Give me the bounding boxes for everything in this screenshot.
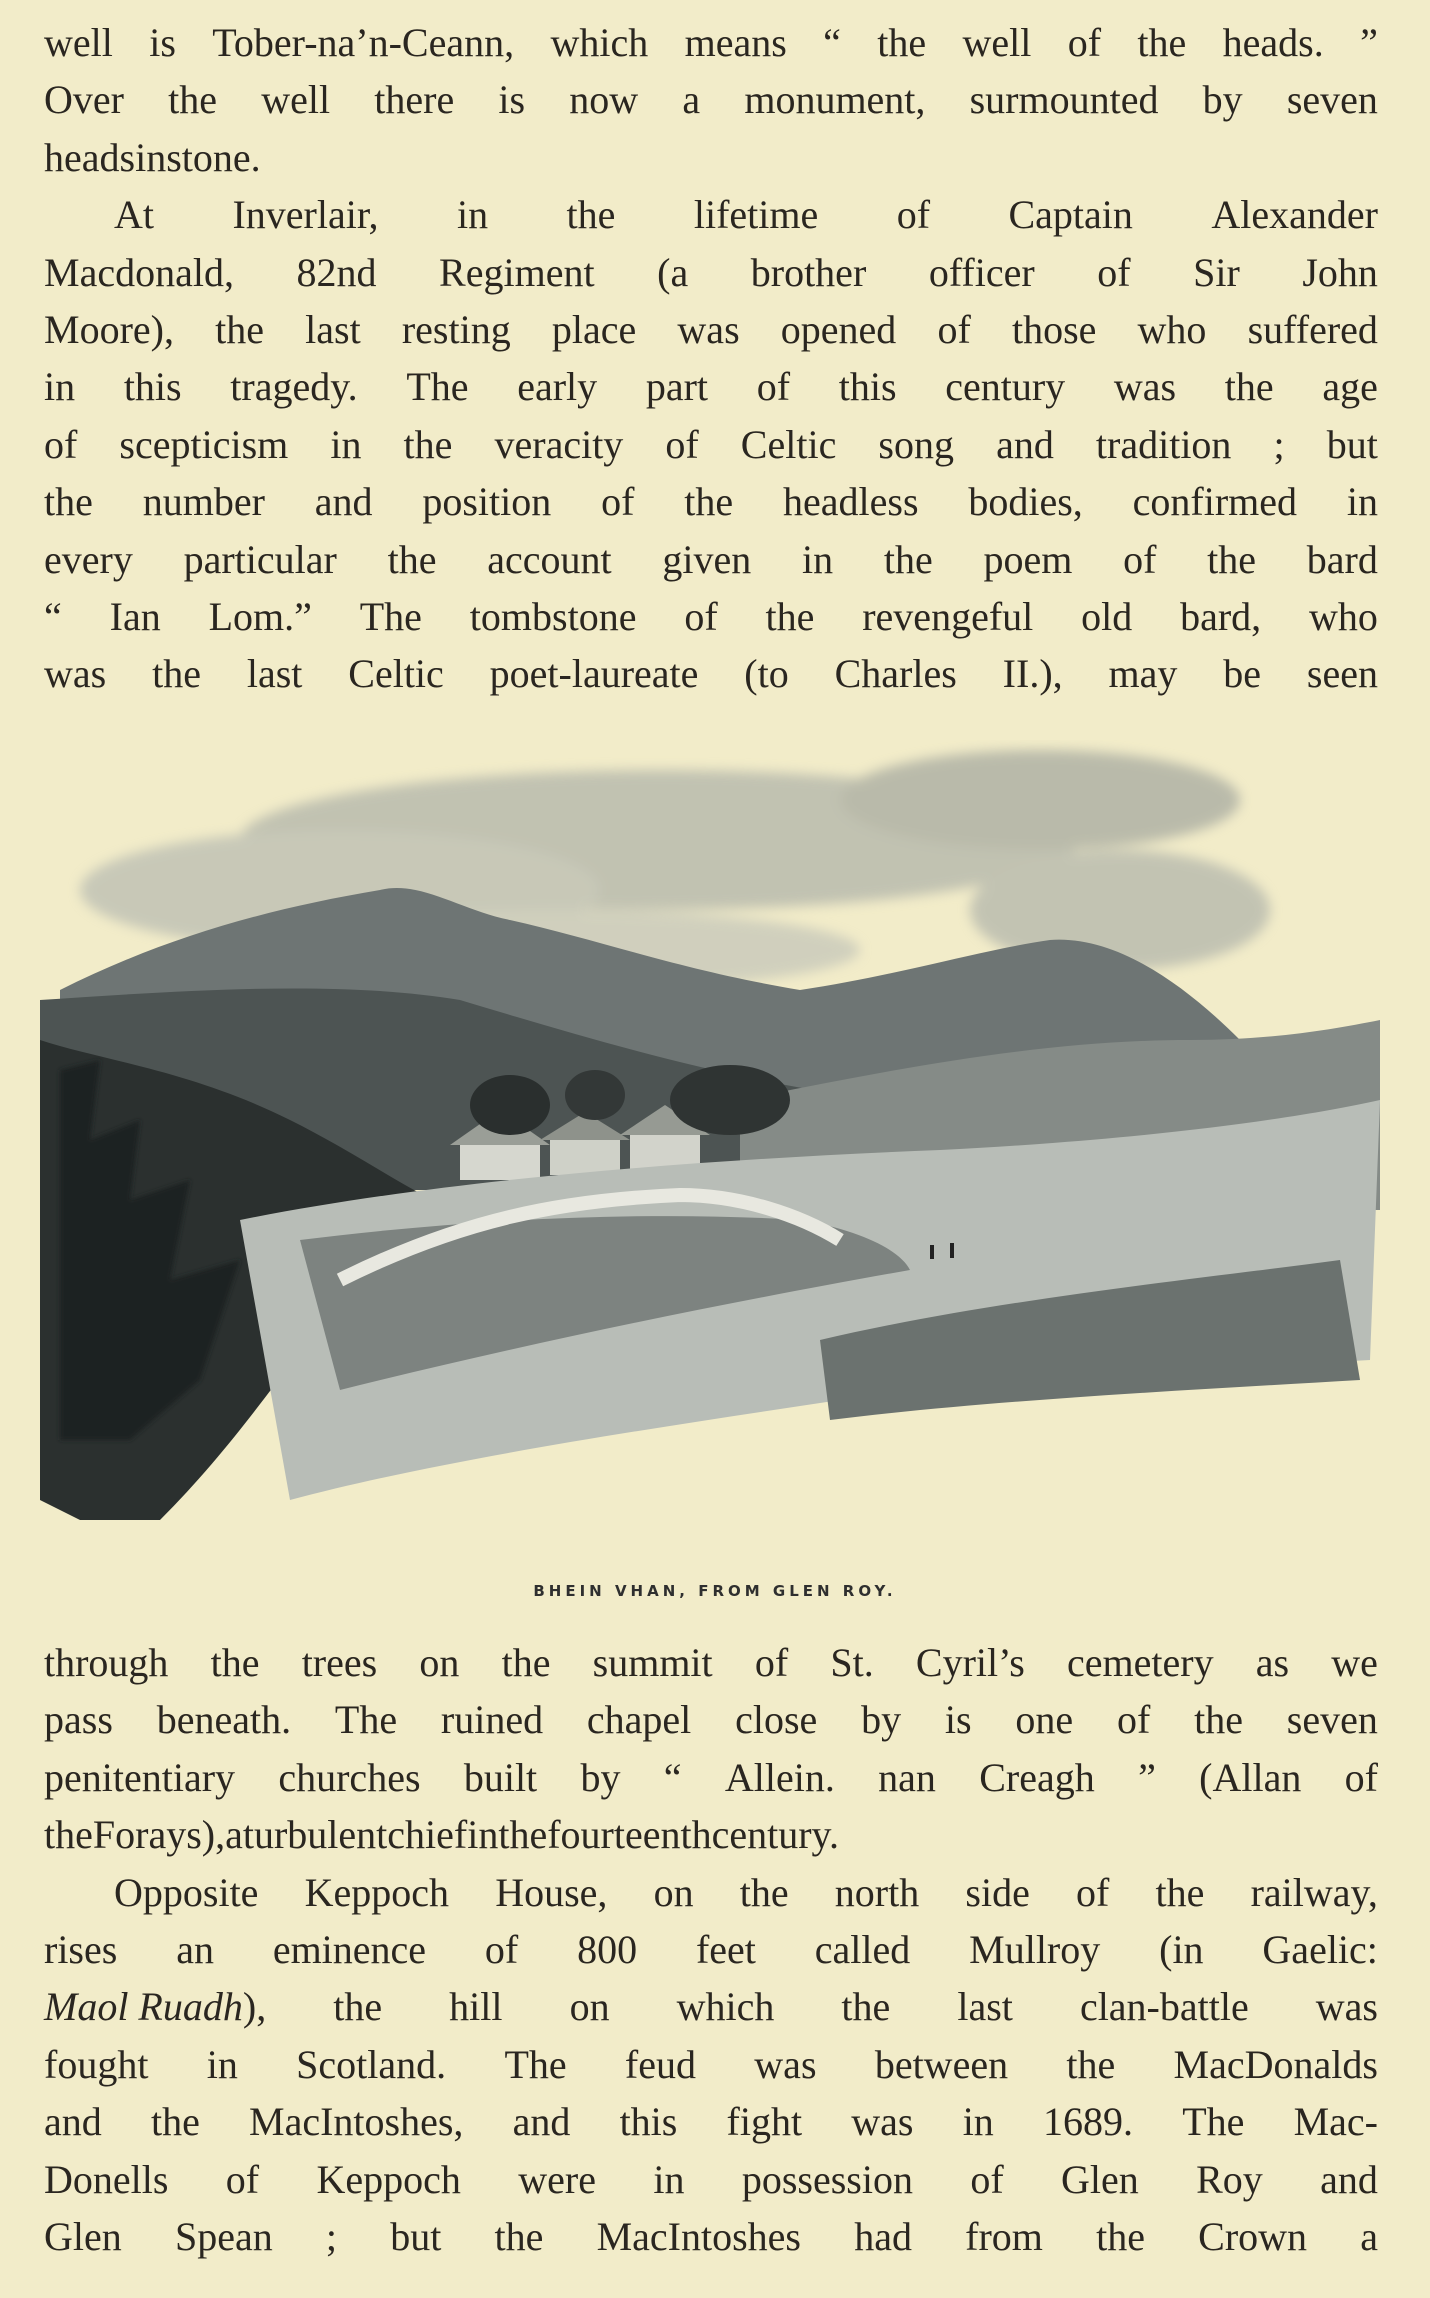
word: the — [883, 536, 933, 582]
word: beneath. — [156, 1697, 292, 1743]
word: churches — [278, 1754, 421, 1800]
word: fight — [726, 2099, 803, 2145]
word: the — [152, 651, 201, 697]
word: the — [566, 192, 616, 238]
word: Glen — [1061, 2156, 1139, 2202]
word: well — [44, 20, 113, 65]
word: Ian — [109, 593, 161, 639]
text-line — [44, 2093, 1378, 2150]
word: well — [962, 20, 1032, 65]
word: nan — [878, 1754, 936, 1800]
landscape-illustration — [40, 740, 1390, 1560]
word: 1689. — [1043, 2099, 1133, 2145]
word: close — [735, 1697, 818, 1743]
text-line — [44, 473, 1378, 530]
word: the — [44, 479, 93, 525]
word: Opposite — [114, 1869, 259, 1915]
word: Forays), — [92, 1812, 226, 1858]
text-line — [44, 1978, 1378, 2035]
word: Captain — [1008, 192, 1133, 238]
word: side — [965, 1869, 1030, 1915]
word: ruined — [440, 1697, 544, 1743]
word: every — [44, 536, 133, 582]
word: (to — [744, 651, 789, 697]
word: age — [1322, 364, 1378, 410]
word: a — [225, 1812, 243, 1858]
word: in — [456, 192, 489, 238]
word: veracity — [494, 421, 624, 467]
word: ; — [1273, 421, 1285, 467]
word: the — [1207, 536, 1257, 582]
word: the — [498, 1812, 548, 1858]
word: now — [569, 77, 639, 123]
word: Donells — [44, 2156, 169, 2202]
word: well — [261, 77, 331, 123]
word: “ — [823, 20, 841, 65]
word: the — [168, 77, 218, 123]
word: we — [1331, 1640, 1378, 1685]
word: poem — [983, 536, 1073, 582]
word: Tober-na’n-Ceann, — [212, 20, 515, 65]
word: by — [861, 1697, 902, 1743]
word: last — [246, 651, 303, 697]
word: MacIntoshes — [596, 2213, 801, 2259]
text-line — [44, 71, 1378, 128]
word: Glen — [44, 2213, 122, 2259]
word: pass — [44, 1697, 113, 1743]
word: confirmed — [1132, 479, 1298, 525]
word: rises — [44, 1926, 118, 1972]
word: on — [569, 1984, 610, 2030]
word: Lom.” — [208, 593, 312, 639]
word: a — [682, 77, 701, 123]
word: ” — [1138, 1754, 1156, 1800]
word: possession — [741, 2156, 913, 2202]
word: ; — [325, 2213, 338, 2259]
word: Crown — [1198, 2213, 1308, 2259]
word: the — [210, 1640, 260, 1685]
word: Keppoch — [304, 1869, 450, 1915]
word: the — [739, 1869, 789, 1915]
word: Roy — [1196, 2156, 1263, 2202]
word: had — [854, 2213, 912, 2259]
word: headless — [783, 479, 919, 525]
word: was — [1315, 1984, 1378, 2030]
word: of — [1067, 20, 1102, 65]
word: the — [1155, 1869, 1205, 1915]
word: of — [665, 421, 699, 467]
word: in — [653, 2156, 685, 2202]
text-line — [44, 129, 1378, 186]
word: this — [123, 364, 182, 410]
word: by — [580, 1754, 621, 1800]
word: in — [135, 134, 167, 180]
word: Celtic — [348, 651, 444, 697]
word: of — [44, 421, 78, 467]
word: century. — [711, 1812, 839, 1858]
word: last — [957, 1984, 1013, 2030]
word: of — [1097, 249, 1131, 295]
word: railway, — [1250, 1869, 1378, 1915]
word: poet-laureate — [489, 651, 699, 697]
word: seven — [1286, 77, 1378, 123]
word: who — [1137, 306, 1207, 352]
word: Allein. — [724, 1754, 835, 1800]
word: one — [1015, 1697, 1074, 1743]
text-line — [44, 301, 1378, 358]
word: and — [996, 421, 1054, 467]
text-block-bottom — [44, 1634, 1378, 2265]
gaelic-term: Maol Ruadh), — [44, 1984, 267, 2030]
word: of — [1076, 1869, 1110, 1915]
word: a — [1360, 2213, 1378, 2259]
word: is — [944, 1697, 972, 1743]
word: in — [467, 1812, 499, 1858]
word: Gaelic: — [1262, 1926, 1378, 1972]
word: the — [1137, 20, 1187, 65]
text-line — [44, 1749, 1378, 1806]
text-line — [44, 531, 1378, 588]
text-block-top — [44, 14, 1378, 703]
word: The — [504, 2041, 567, 2087]
word: trees — [301, 1640, 378, 1685]
word: the — [387, 536, 437, 582]
word: was — [677, 306, 740, 352]
word: chapel — [586, 1697, 692, 1743]
word: the — [841, 1984, 891, 2030]
word: summit — [592, 1640, 713, 1685]
word: Macdonald, — [44, 249, 234, 295]
text-line — [44, 2208, 1378, 2265]
word: of — [484, 1926, 519, 1972]
word: “ — [663, 1754, 682, 1800]
word: was — [851, 2099, 914, 2145]
word: Mullroy — [969, 1926, 1101, 1972]
word: number — [142, 479, 265, 525]
word: of — [225, 2156, 260, 2202]
text-line — [44, 186, 1378, 243]
word: is — [149, 20, 176, 65]
word: the — [877, 20, 927, 65]
text-line — [44, 244, 1378, 301]
word: St. — [830, 1640, 874, 1685]
word: MacDonalds — [1173, 2041, 1378, 2087]
word: feud — [624, 2041, 696, 2087]
word: suffered — [1247, 306, 1378, 352]
word: and — [512, 2099, 571, 2145]
word: II.), — [1002, 651, 1063, 697]
word: of — [754, 1640, 789, 1685]
word: heads — [44, 134, 136, 180]
word: from — [965, 2213, 1043, 2259]
word: part — [645, 364, 709, 410]
word: bodies, — [968, 479, 1083, 525]
word: scepticism — [119, 421, 289, 467]
word: chief — [387, 1812, 468, 1858]
word: resting — [401, 306, 511, 352]
word: The — [406, 364, 469, 410]
word: in — [206, 2041, 238, 2087]
word: ” — [1360, 20, 1378, 65]
word: Over — [44, 77, 124, 123]
text-line — [44, 1634, 1378, 1691]
word: (in — [1159, 1926, 1204, 1972]
word: House, — [495, 1869, 608, 1915]
word: in — [1346, 479, 1378, 525]
word: the — [765, 593, 815, 639]
word: place — [551, 306, 637, 352]
word: and — [314, 479, 373, 525]
word: Alexander — [1211, 192, 1378, 238]
word: of — [937, 306, 971, 352]
word: Regiment — [439, 249, 595, 295]
word: seen — [1306, 651, 1378, 697]
word: (Allan — [1199, 1754, 1302, 1800]
word: the — [150, 2099, 200, 2145]
word: in — [44, 364, 76, 410]
text-line — [44, 416, 1378, 473]
word: which — [550, 20, 649, 65]
word: built — [463, 1754, 538, 1800]
word: this — [619, 2099, 678, 2145]
word: of — [1123, 536, 1157, 582]
word: but — [1326, 421, 1378, 467]
word: feet — [695, 1926, 756, 1972]
word: Celtic — [740, 421, 837, 467]
text-line — [44, 1691, 1378, 1748]
word: was — [1113, 364, 1177, 410]
word: Keppoch — [316, 2156, 461, 2202]
word: account — [487, 536, 612, 582]
word: MacIntoshes, — [249, 2099, 464, 2145]
word: of — [970, 2156, 1004, 2202]
word: there — [374, 77, 455, 123]
word: seven — [1286, 1697, 1378, 1743]
word: the — [1224, 364, 1274, 410]
word: eminence — [272, 1926, 427, 1972]
word: means — [684, 20, 787, 65]
word: Sir — [1193, 249, 1240, 295]
word: particular — [183, 536, 337, 582]
word: revengeful — [862, 593, 1034, 639]
word: is — [498, 77, 526, 123]
word: 800 — [577, 1926, 638, 1972]
word: Inverlair, — [232, 192, 379, 238]
text-line — [44, 588, 1378, 645]
word: lifetime — [693, 192, 819, 238]
word: last — [305, 306, 361, 352]
word: the — [44, 1812, 93, 1858]
word: the — [684, 479, 734, 525]
word: be — [1223, 651, 1262, 697]
word: those — [1011, 306, 1097, 352]
word: through — [44, 1640, 169, 1685]
word: bard — [1306, 536, 1378, 582]
word: the — [494, 2213, 544, 2259]
word: stone. — [166, 134, 261, 180]
word: the — [333, 1984, 383, 2030]
illustration-caption: BHEIN VHAN, FROM GLEN ROY. — [533, 1582, 897, 1600]
word: on — [419, 1640, 460, 1685]
word: song — [878, 421, 954, 467]
word: century — [945, 364, 1066, 410]
word: Charles — [834, 651, 957, 697]
word: were — [518, 2156, 596, 2202]
word: by — [1202, 77, 1243, 123]
text-line — [44, 2036, 1378, 2093]
word: Cyril’s — [915, 1640, 1025, 1685]
text-line — [44, 1806, 1378, 1863]
text-line — [44, 2151, 1378, 2208]
word: the — [1096, 2213, 1145, 2259]
word: in — [801, 536, 834, 582]
word: turbulent — [242, 1812, 388, 1858]
text-line — [44, 358, 1378, 415]
word: Creagh — [979, 1754, 1095, 1800]
word: John — [1302, 249, 1378, 295]
word: given — [662, 536, 752, 582]
word: who — [1309, 593, 1378, 639]
word: of — [756, 364, 791, 410]
word: in — [962, 2099, 994, 2145]
word: the — [215, 306, 264, 352]
word: officer — [928, 249, 1035, 295]
word: At — [114, 192, 154, 238]
text-line — [44, 1864, 1378, 1921]
word: between — [874, 2041, 1009, 2087]
word: as — [1255, 1640, 1290, 1685]
word: which — [676, 1984, 775, 2030]
word: Scotland. — [296, 2041, 447, 2087]
word: Mac- — [1293, 2099, 1378, 2145]
word: clan-battle — [1079, 1984, 1249, 2030]
word: “ — [44, 593, 62, 639]
word: tombstone — [469, 593, 637, 639]
word: opened — [780, 306, 897, 352]
word: 82nd — [296, 249, 377, 295]
word: this — [838, 364, 897, 410]
word: surmounted — [969, 77, 1159, 123]
text-line — [44, 14, 1378, 71]
word: in — [330, 421, 362, 467]
word: old — [1081, 593, 1133, 639]
word: the — [1194, 1697, 1243, 1743]
word: of — [684, 593, 718, 639]
word: Spean — [174, 2213, 273, 2259]
word: fourteenth — [547, 1812, 712, 1858]
word: of — [1116, 1697, 1151, 1743]
word: fought — [44, 2041, 149, 2087]
word: but — [390, 2213, 442, 2259]
word: of — [1344, 1754, 1378, 1800]
text-line — [44, 1921, 1378, 1978]
word: Moore), — [44, 306, 174, 352]
word: of — [896, 192, 931, 238]
word: was — [754, 2041, 817, 2087]
word: tragedy. — [230, 364, 358, 410]
word: early — [517, 364, 598, 410]
word: (a — [657, 249, 689, 295]
word: on — [653, 1869, 694, 1915]
word: and — [44, 2099, 102, 2145]
word: The — [359, 593, 422, 639]
word: brother — [750, 249, 867, 295]
word: heads. — [1222, 20, 1324, 65]
word: monument, — [744, 77, 926, 123]
word: The — [334, 1697, 398, 1743]
word: hill — [449, 1984, 503, 2030]
word: tradition — [1095, 421, 1232, 467]
word: bard, — [1180, 593, 1262, 639]
word: was — [44, 651, 107, 697]
word: north — [834, 1869, 920, 1915]
word: the — [403, 421, 453, 467]
word: of — [601, 479, 635, 525]
text-line — [44, 645, 1378, 702]
word: position — [422, 479, 552, 525]
word: an — [176, 1926, 214, 1972]
word: the — [1066, 2041, 1116, 2087]
word: called — [814, 1926, 911, 1972]
word: cemetery — [1067, 1640, 1214, 1685]
word: may — [1108, 651, 1178, 697]
word: The — [1182, 2099, 1245, 2145]
word: the — [501, 1640, 551, 1685]
word: and — [1320, 2156, 1378, 2202]
word: penitentiary — [44, 1754, 236, 1800]
